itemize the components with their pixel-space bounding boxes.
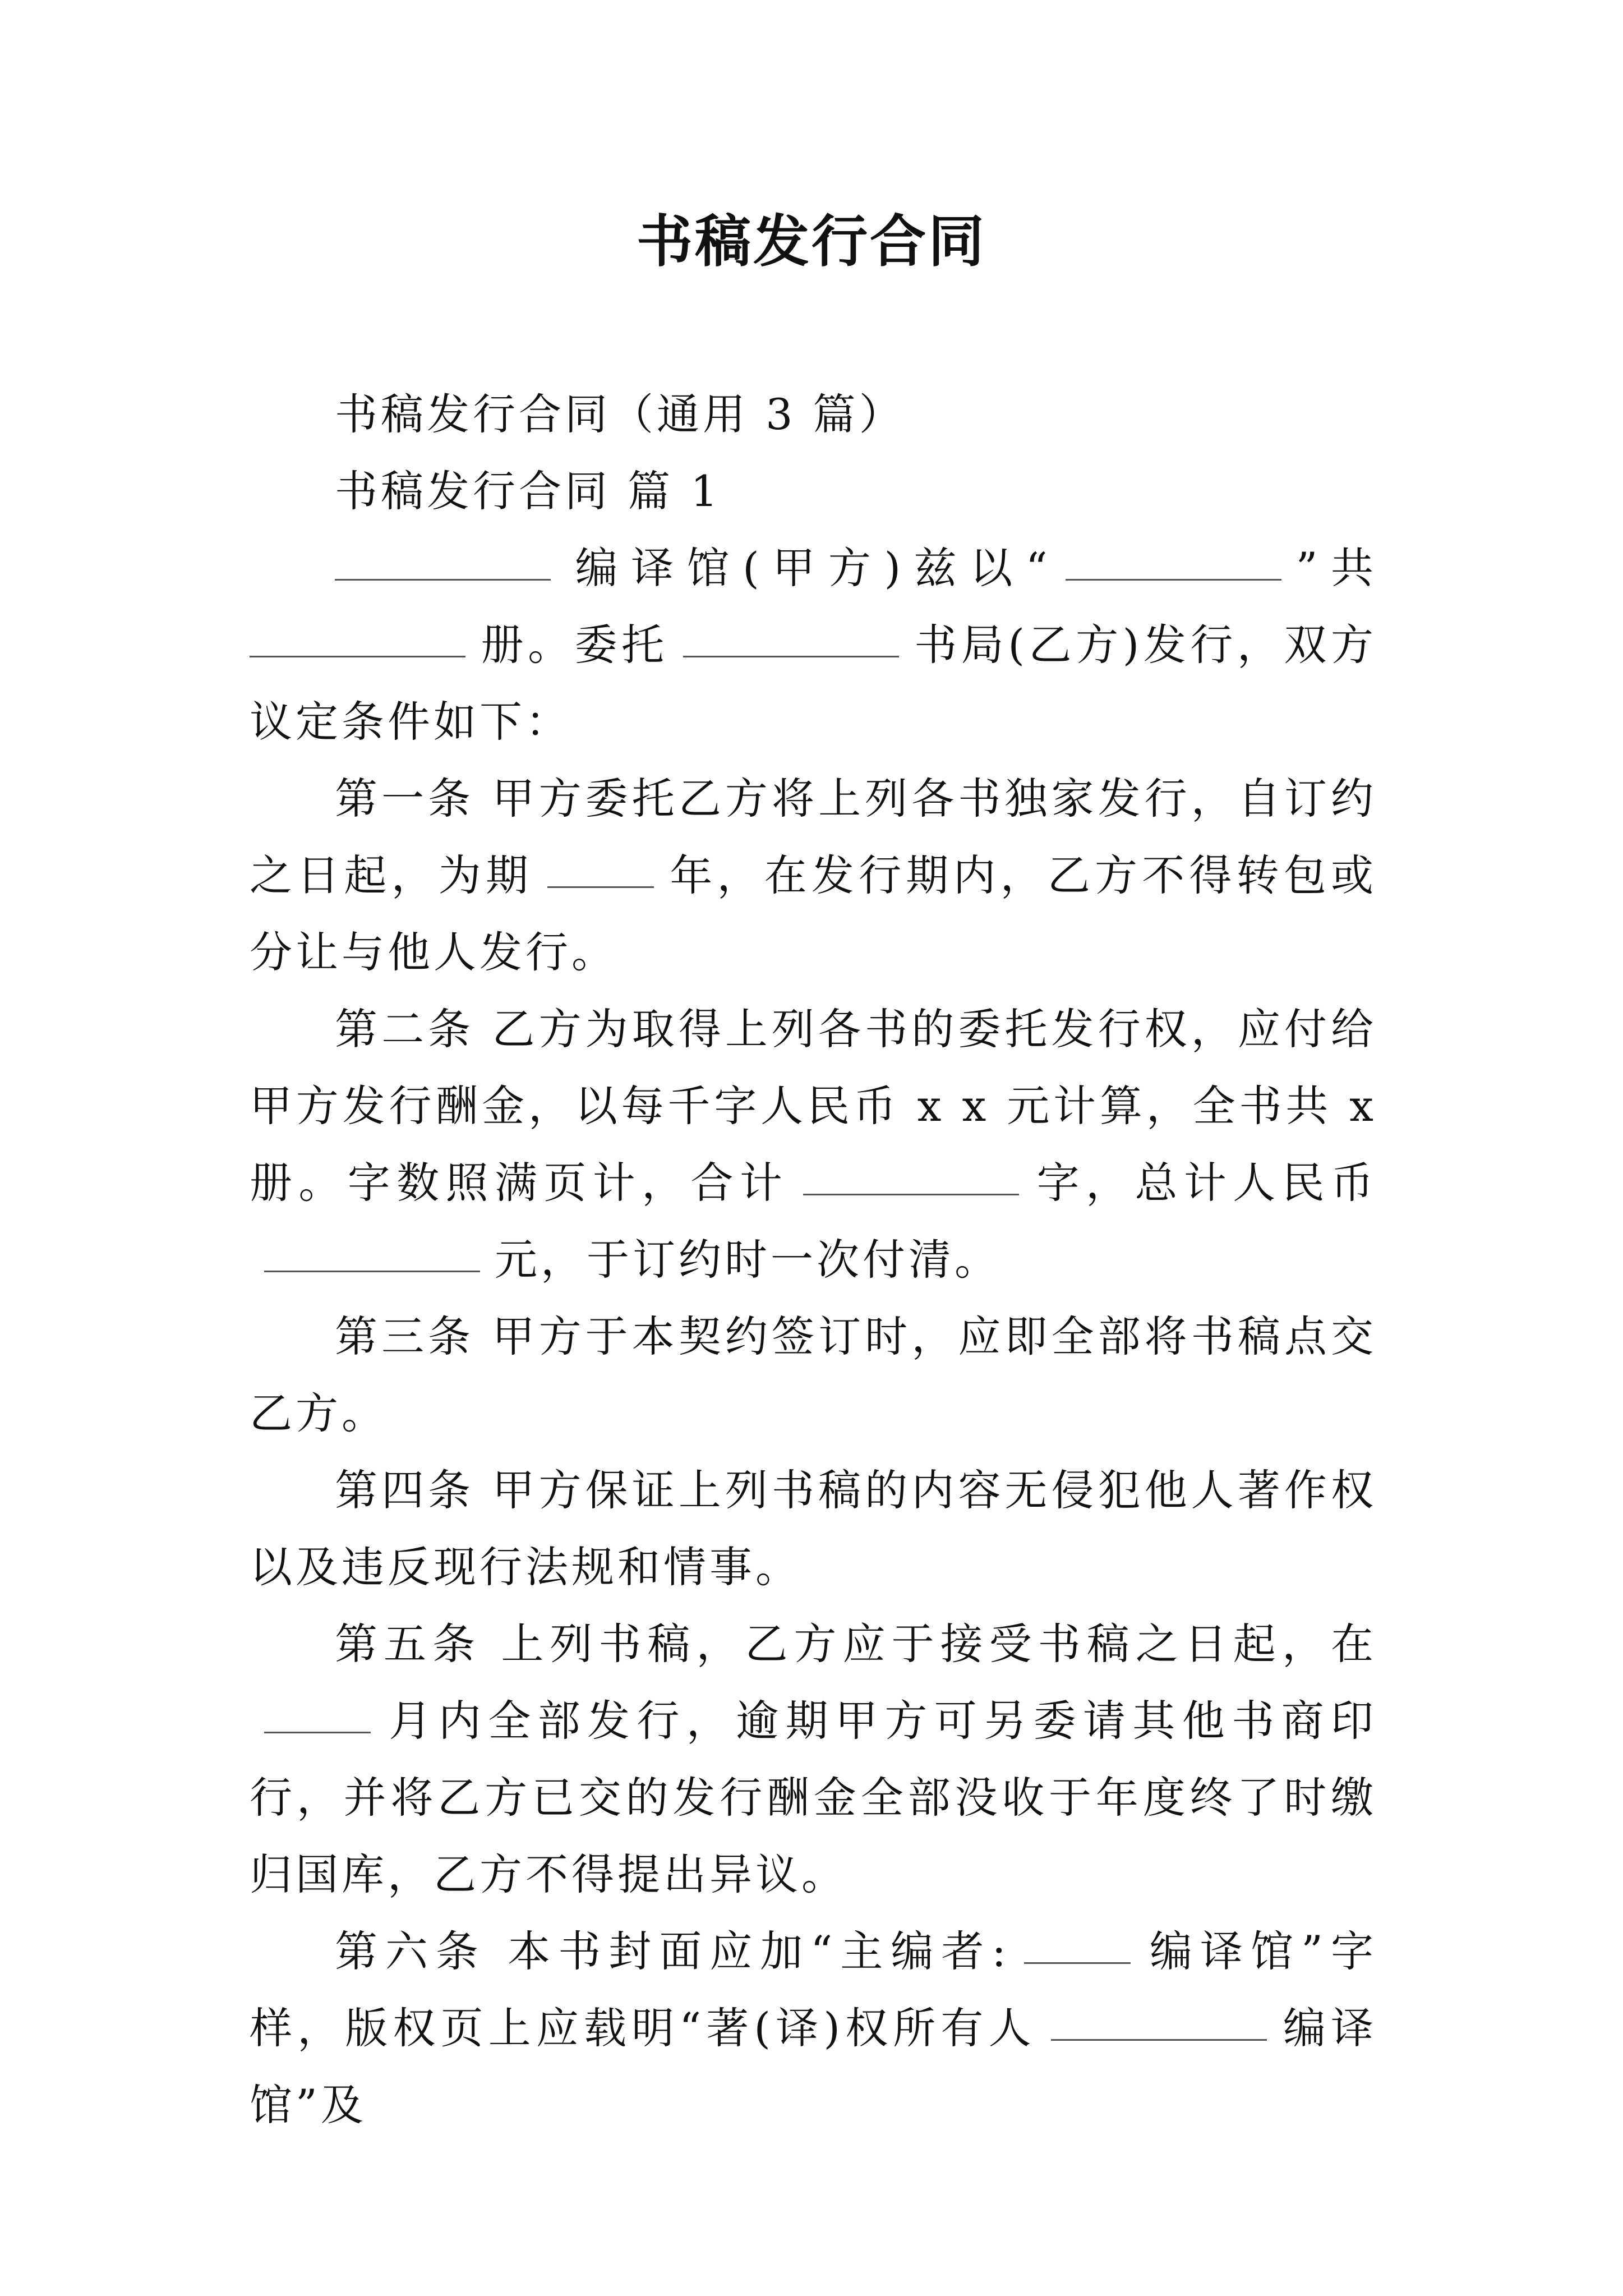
text-run: 月内全部发行，逾期甲方可另委请其他书商印行，并将乙方已交的发行酬金全部没收于年度终了时缴归国库，乙方不得提出异议。 [250,1696,1377,1899]
paragraph-intro [250,530,1377,760]
text-run: 册。委托 [480,620,668,670]
text-run: 元，于订约时一次付清。 [495,1235,1000,1285]
article-3: 第三条 甲方于本契约签订时，应即全部将书稿点交乙方。 [250,1312,1377,1438]
article-5 [250,1605,1377,1913]
text-run: 编译馆”字样，版权页上应载明“著(译)权所有人 [250,1926,1377,2053]
text-run: 书局(乙方)发行，双方议定条件如下： [250,620,1377,747]
article-6 [250,1913,1377,2143]
article-4: 第四条 甲方保证上列书稿的内容无侵犯他人著作权以及违反现行法规和情事。 [250,1465,1377,1592]
blank-line [335,579,551,581]
blank-line [1024,1962,1131,1964]
text-run: 第五条 上列书稿，乙方应于接受书稿之日起，在 [335,1619,1377,1669]
blank-line [250,656,465,657]
text-run: 第二条 乙方为取得上列各书的委托发行权，应付给甲方发行酬金，以每千字人民币 x x 元计算，全书共 x 册。字数照满页计，合计 [250,1004,1377,1208]
text-run: 编译馆”及 [250,2003,1377,2130]
text-run: 年，在发行期内，乙方不得转包或分让与他人发行。 [250,850,1377,977]
text-run: 编译馆(甲方)兹以“ [565,543,1051,593]
text-run: ”共 [1295,543,1377,593]
blank-line [683,656,899,657]
blank-line [264,1732,371,1733]
article-1 [250,760,1377,991]
subtitle: 书稿发行合同（通用 3 篇） [335,389,905,439]
text-run: 第一条 甲方委托乙方将上列各书独家发行，自订约之日起，为期 [250,774,1377,900]
blank-line [1051,2039,1267,2041]
blank-line [264,1271,480,1272]
blank-line [803,1194,1019,1195]
document-title: 书稿发行合同 [637,208,986,274]
text-run: 第六条 本书封面应加“主编者: [335,1926,1009,1976]
article-2 [250,991,1377,1298]
blank-line [1066,579,1281,581]
text-run: 字，总计人民币 [1034,1158,1377,1208]
blank-line [547,886,654,888]
document-body [250,376,1377,2143]
section-heading: 书稿发行合同 篇 1 [335,466,721,516]
